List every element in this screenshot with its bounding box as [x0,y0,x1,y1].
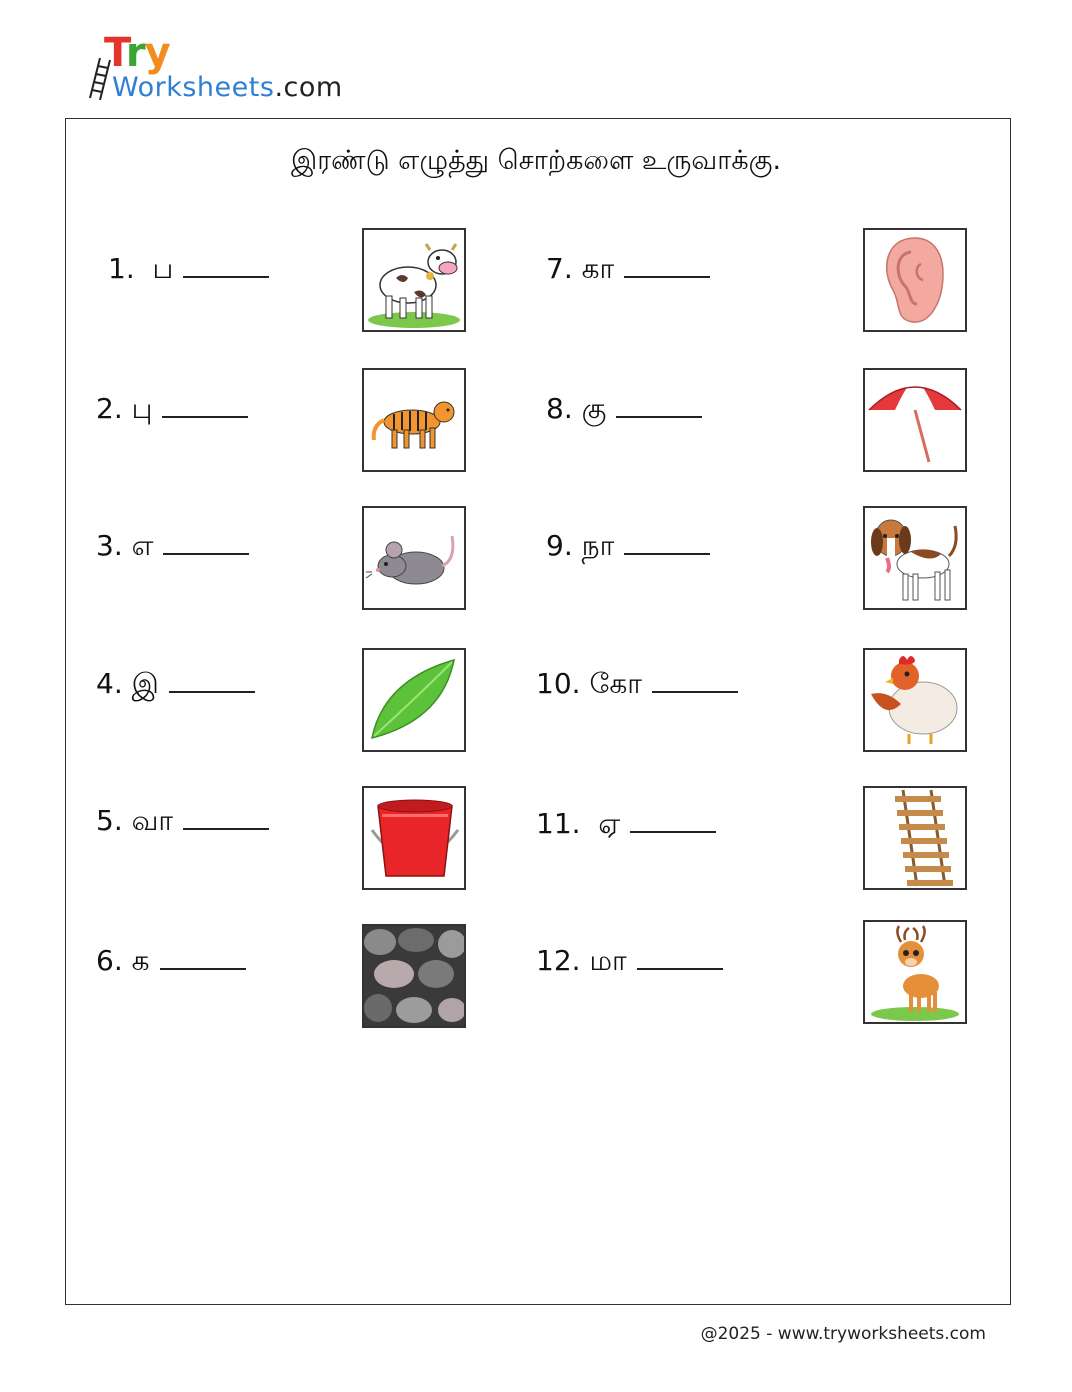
answer-blank[interactable] [163,527,249,555]
bucket-icon [364,788,464,888]
question-number: 1. [108,252,135,285]
question-letter: இ [131,667,159,700]
question-number: 9. [546,529,573,562]
question-letter: கா [581,252,615,285]
logo-letter-r: r [125,30,145,76]
answer-blank[interactable] [637,942,723,970]
stones-picture [362,924,466,1028]
logo-worksheets [112,72,343,103]
ear-icon [865,230,965,330]
question-item-5 [96,802,269,841]
answer-blank[interactable] [183,250,269,278]
bucket-picture [362,786,466,890]
umbrella-picture [863,368,967,472]
footer-copyright: @2025 - www.tryworksheets.com [700,1324,986,1344]
dog-icon [865,508,965,608]
question-letter: பு [131,392,153,425]
deer-picture [863,920,967,1024]
answer-blank[interactable] [624,527,710,555]
answer-blank[interactable] [616,390,702,418]
answer-blank[interactable] [169,665,255,693]
question-letter: கு [581,392,607,425]
question-number: 11. [536,807,581,840]
question-letter: மா [589,944,627,977]
question-number: 10. [536,667,581,700]
question-number: 5. [96,804,123,837]
ear-picture [863,228,967,332]
question-item-10 [536,665,738,704]
worksheet-title: இரண்டு எழுத்து சொற்களை உருவாக்கு. [290,145,782,176]
answer-blank[interactable] [630,805,716,833]
rat-picture [362,506,466,610]
stones-icon [364,926,464,1026]
question-number: 3. [96,529,123,562]
question-item-11 [536,805,716,844]
question-number: 4. [96,667,123,700]
dog-picture [863,506,967,610]
answer-blank[interactable] [183,802,269,830]
question-item-6 [96,942,246,981]
question-item-8 [546,390,702,429]
ladder-icon [865,788,965,888]
leaf-picture [362,648,466,752]
deer-icon [865,922,965,1022]
question-number: 7. [546,252,573,285]
answer-blank[interactable] [160,942,246,970]
question-number: 2. [96,392,123,425]
question-number: 8. [546,392,573,425]
tiger-icon [364,370,464,470]
hen-icon [865,650,965,750]
ladder-picture [863,786,967,890]
cow-icon [364,230,464,330]
question-letter: எ [131,529,154,562]
question-item-3 [96,527,249,566]
site-logo [88,30,348,105]
question-item-9 [546,527,710,566]
logo-letter-t: T [104,30,126,76]
answer-blank[interactable] [624,250,710,278]
rat-icon [364,508,464,608]
question-item-7 [546,250,710,289]
logo-letter-y: y [144,30,170,76]
logo-worksheets-text: Worksheets [112,72,275,103]
hen-picture [863,648,967,752]
umbrella-icon [865,370,965,470]
question-letter: கோ [589,667,642,700]
answer-blank[interactable] [162,390,248,418]
logo-dotcom: .com [274,72,343,103]
question-letter: வா [131,804,174,837]
question-letter: நா [581,529,615,562]
question-number: 12. [536,944,581,977]
cow-picture [362,228,466,332]
question-item-12 [536,942,723,981]
question-item-4 [96,665,255,704]
tiger-picture [362,368,466,472]
leaf-icon [364,650,464,750]
question-letter: க [131,944,150,977]
question-number: 6. [96,944,123,977]
question-letter: ஏ [598,807,621,840]
logo-try [104,30,170,76]
question-item-2 [96,390,248,429]
question-item-1 [108,250,269,289]
answer-blank[interactable] [652,665,738,693]
question-letter: ப [152,252,174,285]
